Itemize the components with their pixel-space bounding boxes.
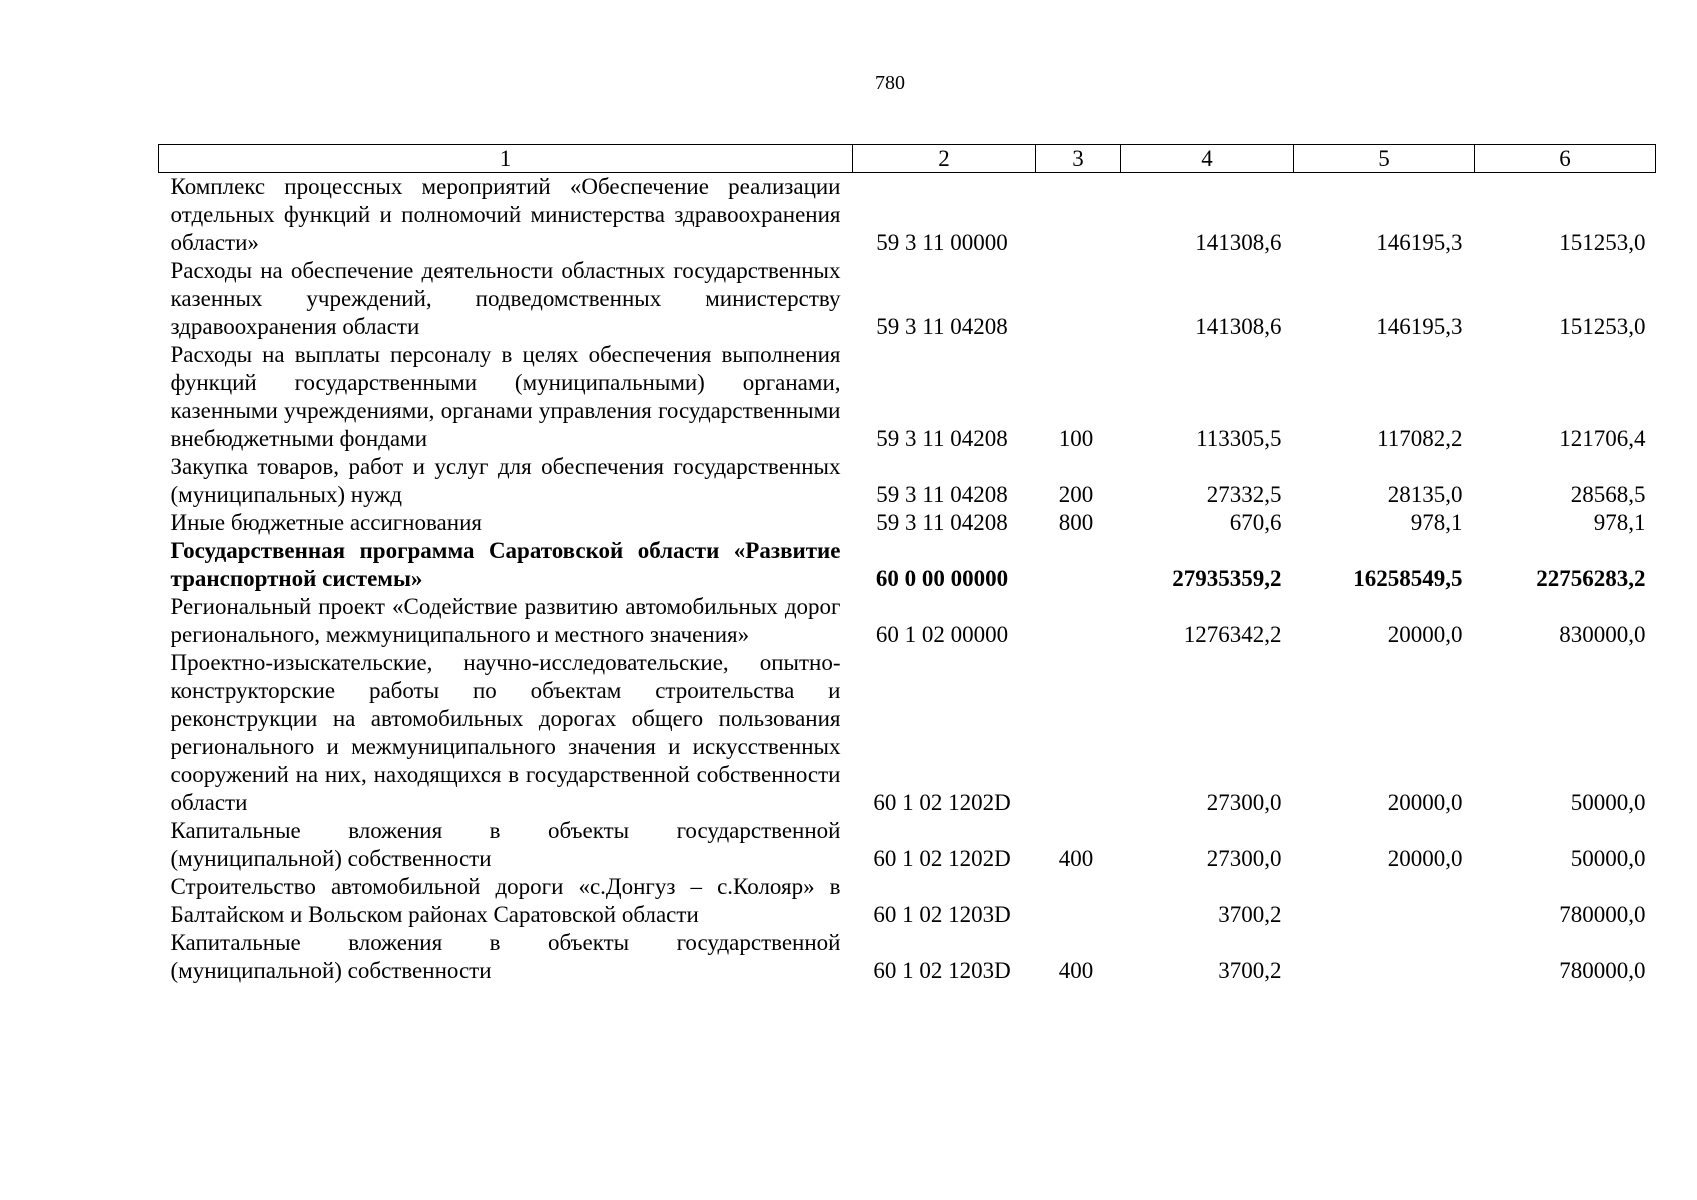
table-body [159, 173, 1656, 986]
row-value-col4: 27300,0 [1206, 790, 1282, 815]
row-name-cell: Расходы на выплаты персоналу в целях обеспечения выполнения функций государственными (муниципальными) органами, казенными учреждениями, органами управления государственными внебюджетными фондами [170, 342, 841, 451]
row-value-col6: 151253,0 [1559, 314, 1646, 339]
row-value-col5: 978,1 [1410, 510, 1463, 535]
row-value-col6: 121706,4 [1559, 426, 1646, 451]
row-value-col4: 141308,6 [1195, 230, 1282, 255]
row-code-cell: 59 3 11 00000 [876, 230, 1008, 255]
row-value-col4: 3700,2 [1218, 958, 1282, 983]
row-name-cell: Региональный проект «Содействие развитию автомобильных дорог регионального, межмуниципального и местного значения» [170, 594, 841, 647]
row-value-col6: 22756283,2 [1536, 566, 1646, 591]
row-value-col6: 978,1 [1593, 510, 1646, 535]
table-row [159, 929, 1656, 985]
row-kind-cell: 200 [1058, 482, 1094, 507]
row-name-cell: Иные бюджетные ассигнования [170, 510, 482, 535]
row-value-col5: 20000,0 [1387, 622, 1463, 647]
table-row [159, 509, 1656, 537]
row-value-col4: 1276342,2 [1183, 622, 1282, 647]
table-row [159, 341, 1656, 453]
table-row [159, 173, 1656, 258]
row-kind-cell [1036, 537, 1121, 593]
row-value-col4: 141308,6 [1195, 314, 1282, 339]
row-kind-cell: 100 [1058, 426, 1094, 451]
row-value-col4: 27332,5 [1206, 482, 1282, 507]
header-cell-3: 3 [1036, 145, 1121, 173]
row-value-col6: 830000,0 [1559, 622, 1646, 647]
row-code-cell: 60 1 02 1202D [873, 846, 1011, 871]
row-value-col4: 27300,0 [1206, 846, 1282, 871]
header-cell-2: 2 [853, 145, 1036, 173]
row-name-cell: Комплекс процессных мероприятий «Обеспечение реализации отдельных функций и полномочий министерства здравоохранения области» [170, 174, 841, 255]
table-row [159, 649, 1656, 817]
row-name-cell: Государственная программа Саратовской области «Развитие транспортной системы» [170, 538, 841, 591]
row-name-cell: Капитальные вложения в объекты государственной (муниципальной) собственности [170, 930, 841, 983]
row-code-cell: 60 1 02 1202D [873, 790, 1011, 815]
row-code-cell: 60 0 00 00000 [875, 566, 1009, 591]
row-name-cell: Расходы на обеспечение деятельности областных государственных казенных учреждений, подведомственных министерству здравоохранения области [170, 258, 841, 339]
row-code-cell: 59 3 11 04208 [876, 314, 1008, 339]
row-value-col5 [1294, 873, 1475, 929]
table-row [159, 257, 1656, 341]
row-kind-cell: 400 [1058, 846, 1094, 871]
row-value-col4: 27935359,2 [1172, 566, 1282, 591]
table-row [159, 453, 1656, 509]
table-row [159, 873, 1656, 929]
row-value-col6: 50000,0 [1570, 790, 1646, 815]
row-code-cell: 60 1 02 1203D [873, 958, 1011, 983]
row-kind-cell [1036, 257, 1121, 341]
row-value-col6: 151253,0 [1559, 230, 1646, 255]
row-code-cell: 59 3 11 04208 [876, 426, 1008, 451]
row-code-cell: 60 1 02 00000 [875, 622, 1009, 647]
row-value-col4: 670,6 [1229, 510, 1282, 535]
row-value-col4: 113305,5 [1196, 426, 1282, 451]
header-cell-5: 5 [1294, 145, 1475, 173]
row-kind-cell [1036, 593, 1121, 649]
page-number: 780 [875, 72, 905, 94]
table-row [159, 593, 1656, 649]
row-kind-cell [1036, 173, 1121, 258]
row-kind-cell: 800 [1058, 510, 1094, 535]
row-code-cell: 59 3 11 04208 [876, 482, 1008, 507]
table-row [159, 817, 1656, 873]
row-value-col5: 20000,0 [1387, 790, 1463, 815]
row-value-col6: 28568,5 [1570, 482, 1646, 507]
table-header [159, 145, 1656, 173]
row-name-cell: Строительство автомобильной дороги «с.Донгуз – с.Колояр» в Балтайском и Вольском районах Саратовской области [170, 874, 841, 927]
table-row [159, 537, 1656, 593]
row-name-cell: Проектно-изыскательские, научно-исследовательские, опытно-конструкторские работы по объектам строительства и реконструкции на автомобильных дорогах общего пользования регионального и межмуниципального значения и искусственных сооружений на них, находящихся в государственной собственности области [170, 650, 841, 815]
header-cell-6: 6 [1475, 145, 1656, 173]
header-cell-4: 4 [1121, 145, 1294, 173]
header-cell-1: 1 [159, 145, 853, 173]
budget-table [158, 144, 1656, 985]
row-value-col5: 146195,3 [1376, 314, 1463, 339]
row-value-col4: 3700,2 [1218, 902, 1282, 927]
row-code-cell: 60 1 02 1203D [873, 902, 1011, 927]
row-kind-cell [1036, 649, 1121, 817]
row-value-col5: 146195,3 [1376, 230, 1463, 255]
row-value-col5: 20000,0 [1387, 846, 1463, 871]
row-code-cell: 59 3 11 04208 [876, 510, 1008, 535]
row-value-col5 [1294, 929, 1475, 985]
row-value-col5: 16258549,5 [1353, 566, 1463, 591]
row-kind-cell: 400 [1058, 958, 1094, 983]
header-row [159, 145, 1656, 173]
row-kind-cell [1036, 873, 1121, 929]
row-value-col6: 50000,0 [1570, 846, 1646, 871]
row-value-col6: 780000,0 [1559, 958, 1646, 983]
row-name-cell: Капитальные вложения в объекты государственной (муниципальной) собственности [170, 818, 841, 871]
row-value-col5: 117082,2 [1377, 426, 1463, 451]
row-value-col6: 780000,0 [1559, 902, 1646, 927]
row-name-cell: Закупка товаров, работ и услуг для обеспечения государственных (муниципальных) нужд [170, 454, 841, 507]
row-value-col5: 28135,0 [1387, 482, 1463, 507]
